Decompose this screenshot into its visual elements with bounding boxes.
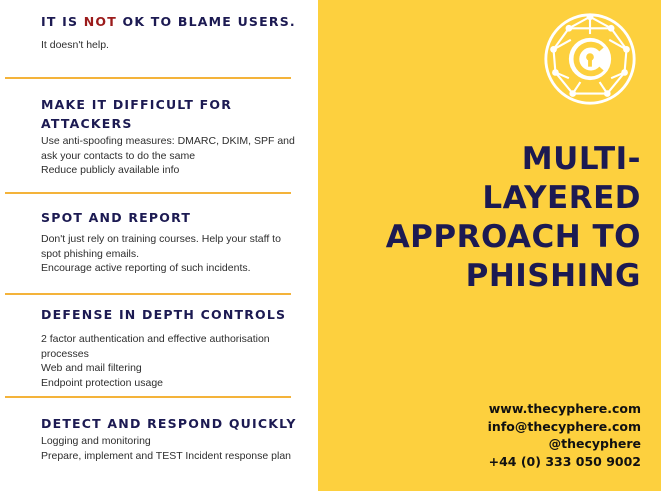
section-text: 2 factor authentication and effective authorisation processes: [41, 333, 270, 360]
section-heading: DETECT AND RESPOND QUICKLY: [41, 416, 297, 431]
title-line: LAYERED: [482, 180, 641, 216]
section-divider: [5, 293, 291, 295]
contact-website: www.thecyphere.com: [488, 401, 641, 416]
title-line: APPROACH TO: [385, 219, 641, 255]
section-heading: DEFENSE IN DEPTH CONTROLS: [41, 307, 287, 322]
title-line: PHISHING: [465, 258, 641, 294]
section-text: Logging and monitoring: [41, 435, 151, 447]
section-spot-report: [41, 208, 303, 276]
contact-block: [361, 400, 641, 470]
section-defense-depth: [41, 305, 303, 390]
emphasis-not: NOT: [83, 14, 117, 29]
title-panel: [318, 0, 661, 491]
section-text: Endpoint protection usage: [41, 376, 164, 389]
section-detect-respond: [41, 414, 303, 463]
title-line: MULTI-: [521, 141, 641, 177]
section-divider: [5, 192, 291, 194]
section-heading: IT IS NOT OK TO BLAME USERS.: [41, 14, 296, 29]
section-divider: [5, 396, 291, 398]
section-heading: SPOT AND REPORT: [41, 210, 192, 225]
contact-email: info@thecyphere.com: [487, 418, 641, 434]
section-divider: [5, 77, 291, 79]
section-blame-users: [41, 12, 303, 53]
tips-panel: [0, 0, 318, 491]
globe-network-lock-logo-icon: [542, 11, 638, 107]
section-text: Prepare, implement and TEST Incident response plan: [41, 449, 292, 462]
section-text: Web and mail filtering: [41, 362, 142, 374]
section-difficult-attackers: [41, 95, 303, 178]
contact-phone: +44 (0) 333 050 9002: [488, 453, 641, 469]
section-text: It doesn't help.: [41, 39, 109, 51]
main-title: [341, 140, 641, 296]
section-text: Encourage active reporting of such incidents.: [41, 262, 251, 274]
section-text: Don't just rely on training courses. Help your staff to spot phishing emails.: [41, 233, 281, 260]
section-heading: MAKE IT DIFFICULT FOR ATTACKERS: [41, 97, 233, 131]
contact-handle: @thecyphere: [548, 436, 641, 451]
section-text: Use anti-spoofing measures: DMARC, DKIM, SPF and ask your contacts to do the same: [41, 135, 295, 162]
section-text: Reduce publicly available info: [41, 164, 180, 176]
